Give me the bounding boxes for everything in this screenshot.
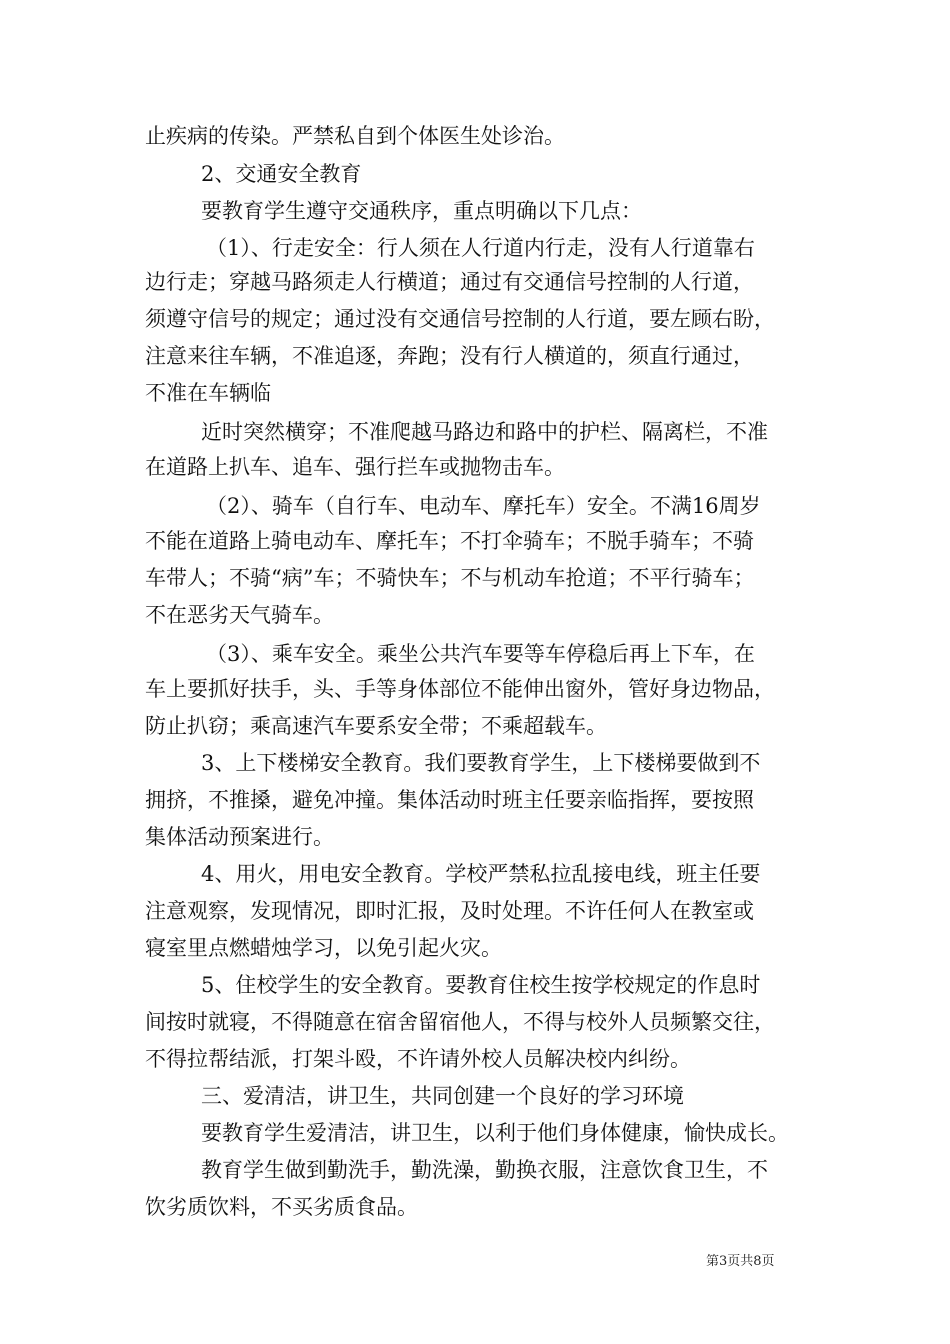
text-line: 注意观察，发现情况，即时汇报，及时处理。不许任何人在教室或 — [145, 899, 754, 923]
text-line: 4、用火，用电安全教育。学校严禁私拉乱接电线，班主任要 — [201, 862, 761, 886]
text-line: （3）、乘车安全。乘坐公共汽车要等车停稳后再上下车，在 — [206, 642, 755, 666]
text-line: 3、上下楼梯安全教育。我们要教育学生，上下楼梯要做到不 — [201, 751, 761, 775]
section-heading: 2、交通安全教育 — [201, 162, 362, 186]
text-line: 5、住校学生的安全教育。要教育住校生按学校规定的作息时 — [201, 973, 761, 997]
page-number: 第3页共8页 — [706, 1254, 775, 1269]
text-line: （1）、行走安全：行人须在人行道内行走，没有人行道靠右 — [206, 236, 755, 260]
text-line: 要教育学生爱清洁，讲卫生，以利于他们身体健康，愉快成长。 — [201, 1121, 789, 1145]
text-line: 不得拉帮结派，打架斗殴，不许请外校人员解决校内纠纷。 — [145, 1047, 691, 1071]
text-line: （2）、骑车（自行车、电动车、摩托车）安全。不满16周岁 — [206, 494, 761, 518]
text-line: 边行走；穿越马路须走人行横道；通过有交通信号控制的人行道， — [145, 270, 754, 294]
section-heading: 三、爱清洁，讲卫生，共同创建一个良好的学习环境 — [201, 1084, 684, 1108]
text-line: 要教育学生遵守交通秩序，重点明确以下几点： — [201, 199, 642, 223]
text-line: 在道路上扒车、追车、强行拦车或抛物击车。 — [145, 455, 565, 479]
text-line: 注意来往车辆，不准追逐，奔跑；没有行人横道的，须直行通过， — [145, 344, 754, 368]
text-line: 饮劣质饮料，不买劣质食品。 — [145, 1195, 418, 1219]
text-line: 拥挤，不推搡，避免冲撞。集体活动时班主任要亲临指挥，要按照 — [145, 788, 754, 812]
text-line: 不能在道路上骑电动车、摩托车；不打伞骑车；不脱手骑车；不骑 — [145, 529, 754, 553]
text-line: 须遵守信号的规定；通过没有交通信号控制的人行道，要左顾右盼， — [145, 307, 775, 331]
text-line: 车带人；不骑“病”车；不骑快车；不与机动车抢道；不平行骑车； — [145, 566, 755, 590]
text-line: 止疾病的传染。严禁私自到个体医生处诊治。 — [145, 124, 565, 148]
text-line: 间按时就寝，不得随意在宿舍留宿他人，不得与校外人员频繁交往， — [145, 1010, 775, 1034]
text-line: 防止扒窃；乘高速汽车要系安全带；不乘超载车。 — [145, 714, 607, 738]
text-line: 教育学生做到勤洗手，勤洗澡，勤换衣服，注意饮食卫生，不 — [201, 1158, 768, 1182]
text-line: 车上要抓好扶手，头、手等身体部位不能伸出窗外，管好身边物品， — [145, 677, 775, 701]
text-line: 集体活动预案进行。 — [145, 825, 334, 849]
text-line: 寝室里点燃蜡烛学习，以免引起火灾。 — [145, 936, 502, 960]
text-line: 不准在车辆临 — [145, 381, 271, 405]
text-line: 不在恶劣天气骑车。 — [145, 603, 334, 627]
text-line: 近时突然横穿；不准爬越马路边和路中的护栏、隔离栏，不准 — [201, 420, 768, 444]
